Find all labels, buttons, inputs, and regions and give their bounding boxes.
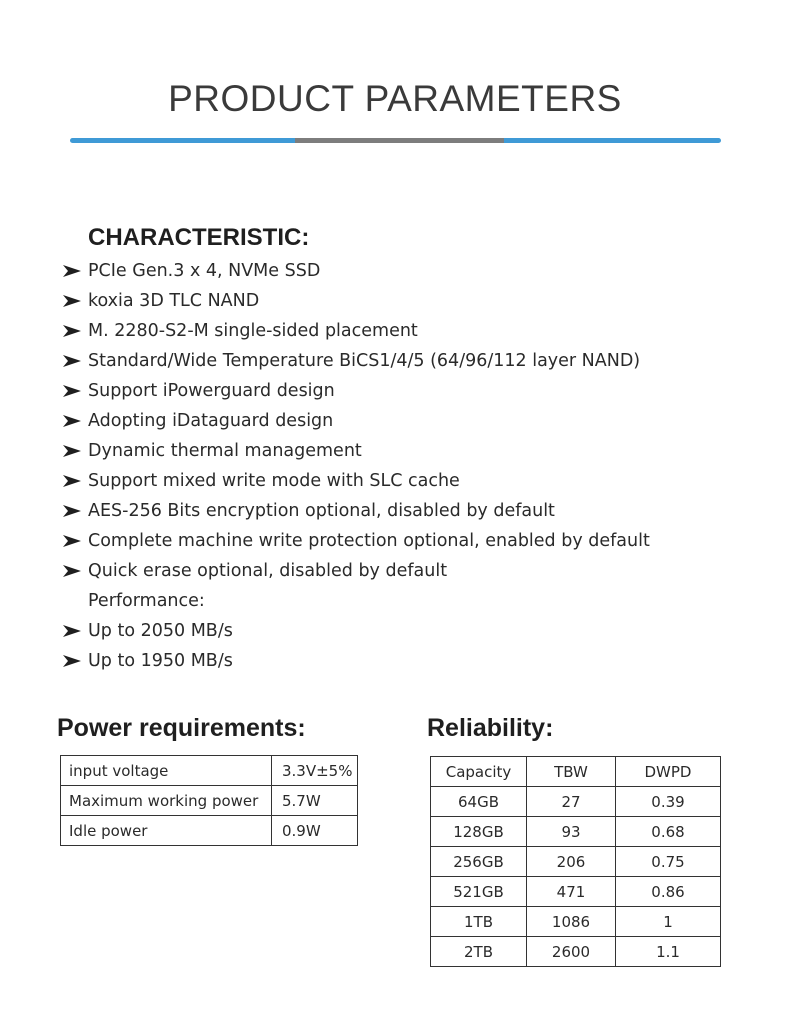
dwpd-cell: 1 <box>616 907 721 937</box>
divider-left-segment <box>70 138 295 143</box>
feature-text: Adopting iDataguard design <box>88 411 334 431</box>
feature-item <box>60 376 650 406</box>
reliability-table-row <box>431 877 721 907</box>
arrow-bullet-icon <box>62 354 82 368</box>
dwpd-cell: 0.68 <box>616 817 721 847</box>
feature-text: Support mixed write mode with SLC cache <box>88 471 460 491</box>
feature-item <box>60 526 650 556</box>
power-requirements-table <box>60 755 358 846</box>
feature-item <box>60 556 650 586</box>
dwpd-cell: 1.1 <box>616 937 721 967</box>
feature-list <box>60 256 650 676</box>
feature-text: Up to 2050 MB/s <box>88 621 233 641</box>
feature-text: koxia 3D TLC NAND <box>88 291 260 311</box>
tbw-cell: 206 <box>527 847 616 877</box>
dwpd-cell: 0.39 <box>616 787 721 817</box>
arrow-bullet-icon <box>62 534 82 548</box>
capacity-cell: 64GB <box>431 787 527 817</box>
power-label-cell: Maximum working power <box>61 786 272 816</box>
reliability-header-row <box>431 757 721 787</box>
feature-text: Standard/Wide Temperature BiCS1/4/5 (64/96/112 layer NAND) <box>88 351 641 371</box>
reliability-table-row <box>431 937 721 967</box>
tbw-cell: 93 <box>527 817 616 847</box>
power-requirements-heading: Power requirements: <box>57 714 306 742</box>
capacity-cell: 521GB <box>431 877 527 907</box>
feature-item <box>60 256 650 286</box>
capacity-cell: 256GB <box>431 847 527 877</box>
divider-middle-segment <box>295 138 504 143</box>
dwpd-cell: 0.75 <box>616 847 721 877</box>
feature-item <box>60 436 650 466</box>
arrow-bullet-icon <box>62 384 82 398</box>
power-label-cell: input voltage <box>61 756 272 786</box>
feature-item <box>60 316 650 346</box>
feature-text: Support iPowerguard design <box>88 381 335 401</box>
feature-text: Up to 1950 MB/s <box>88 651 233 671</box>
reliability-table <box>430 756 721 967</box>
feature-text: Performance: <box>88 591 205 611</box>
power-table-row <box>61 816 358 846</box>
bullet-spacer <box>62 594 82 608</box>
feature-item <box>60 286 650 316</box>
characteristic-heading: CHARACTERISTIC: <box>88 224 310 251</box>
tbw-cell: 1086 <box>527 907 616 937</box>
column-header-dwpd: DWPD <box>616 757 721 787</box>
power-table-row <box>61 786 358 816</box>
feature-text: M. 2280-S2-M single-sided placement <box>88 321 418 341</box>
power-label-cell: Idle power <box>61 816 272 846</box>
arrow-bullet-icon <box>62 654 82 668</box>
tbw-cell: 2600 <box>527 937 616 967</box>
feature-text: Complete machine write protection optional, enabled by default <box>88 531 650 551</box>
arrow-bullet-icon <box>62 324 82 338</box>
dwpd-cell: 0.86 <box>616 877 721 907</box>
arrow-bullet-icon <box>62 444 82 458</box>
title-divider <box>70 138 721 143</box>
feature-text: Dynamic thermal management <box>88 441 362 461</box>
arrow-bullet-icon <box>62 624 82 638</box>
feature-item <box>60 646 650 676</box>
column-header-tbw: TBW <box>527 757 616 787</box>
capacity-cell: 1TB <box>431 907 527 937</box>
arrow-bullet-icon <box>62 414 82 428</box>
arrow-bullet-icon <box>62 264 82 278</box>
feature-item <box>60 346 650 376</box>
feature-item <box>60 406 650 436</box>
reliability-heading: Reliability: <box>427 714 554 742</box>
arrow-bullet-icon <box>62 294 82 308</box>
feature-item <box>60 466 650 496</box>
power-table-row <box>61 756 358 786</box>
power-value-cell: 5.7W <box>272 786 358 816</box>
reliability-table-row <box>431 907 721 937</box>
reliability-table-row <box>431 787 721 817</box>
feature-text: Quick erase optional, disabled by default <box>88 561 448 581</box>
arrow-bullet-icon <box>62 504 82 518</box>
power-value-cell: 3.3V±5% <box>272 756 358 786</box>
feature-item <box>60 616 650 646</box>
feature-text: AES-256 Bits encryption optional, disabled by default <box>88 501 555 521</box>
capacity-cell: 2TB <box>431 937 527 967</box>
feature-item <box>60 496 650 526</box>
arrow-bullet-icon <box>62 474 82 488</box>
reliability-table-row <box>431 817 721 847</box>
divider-right-segment <box>504 138 721 143</box>
reliability-table-row <box>431 847 721 877</box>
feature-text: PCIe Gen.3 x 4, NVMe SSD <box>88 261 321 281</box>
arrow-bullet-icon <box>62 564 82 578</box>
tbw-cell: 27 <box>527 787 616 817</box>
page-title: PRODUCT PARAMETERS <box>168 78 622 119</box>
capacity-cell: 128GB <box>431 817 527 847</box>
tbw-cell: 471 <box>527 877 616 907</box>
column-header-capacity: Capacity <box>431 757 527 787</box>
feature-item <box>60 586 650 616</box>
power-value-cell: 0.9W <box>272 816 358 846</box>
